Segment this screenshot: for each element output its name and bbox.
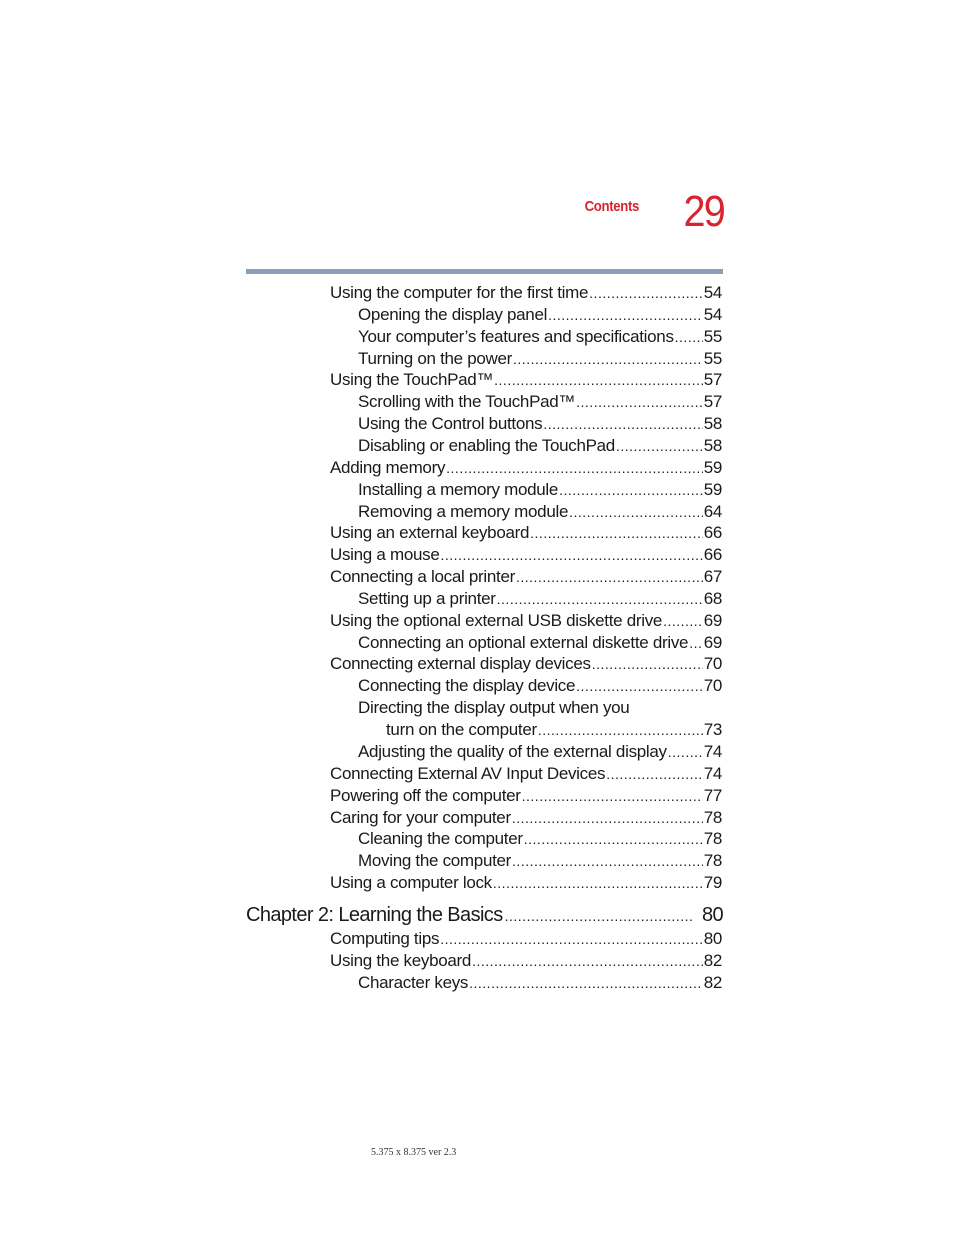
toc-entry[interactable]	[358, 305, 722, 325]
dot-leader	[576, 676, 703, 696]
toc-entry-page: 66	[703, 523, 722, 543]
toc-entry-title: Using the keyboard	[330, 950, 472, 970]
chapter-title: Chapter 2: Learning the Basics	[246, 904, 503, 926]
toc-entry-title: Using a computer lock	[330, 873, 492, 893]
dot-leader	[616, 436, 703, 456]
toc-entry-title: Using an external keyboard	[330, 523, 530, 543]
toc-entry[interactable]	[330, 458, 722, 478]
toc-entry-page: 80	[703, 929, 722, 948]
toc-entry-page: 57	[703, 392, 722, 412]
toc-entry[interactable]	[330, 951, 722, 971]
toc-entry[interactable]	[330, 545, 722, 565]
toc-entry-title: Moving the computer	[358, 851, 512, 871]
toc-entry-title: Installing a memory module	[358, 479, 559, 499]
toc-entry-title: Adding memory	[330, 457, 446, 477]
dot-leader	[441, 545, 703, 565]
dot-leader	[524, 829, 703, 849]
toc-entry[interactable]	[330, 873, 722, 893]
toc-entry-page: 67	[703, 567, 722, 587]
dot-leader	[606, 764, 702, 784]
dot-leader	[569, 502, 703, 522]
dot-leader	[516, 567, 703, 587]
page-number: 29	[683, 187, 724, 236]
toc-entry-title: Connecting external display devices	[330, 654, 591, 674]
toc-entry[interactable]	[358, 829, 722, 849]
dot-leader	[493, 873, 703, 893]
toc-entry-title: Disabling or enabling the TouchPad	[358, 435, 615, 455]
toc-entry[interactable]	[358, 851, 722, 871]
dot-leader	[513, 349, 703, 369]
toc-entry[interactable]	[358, 589, 722, 609]
toc-entry[interactable]	[330, 567, 722, 587]
toc-entry-title: Cleaning the computer	[358, 829, 523, 849]
toc-entry-page: 69	[703, 610, 722, 630]
toc-entry[interactable]	[330, 283, 722, 303]
toc-entry-page: 57	[703, 370, 722, 390]
toc-entry[interactable]	[358, 327, 722, 347]
toc-entry-title: Using a mouse	[330, 545, 440, 565]
toc-entry-title: Scrolling with the TouchPad™	[358, 392, 576, 412]
dot-leader	[494, 370, 703, 390]
toc-entry-page: 68	[703, 588, 722, 608]
toc-entry-page: 82	[703, 950, 722, 970]
dot-leader	[589, 283, 703, 303]
toc-entry-page: 78	[703, 829, 722, 849]
toc-entry-title: Using the TouchPad™	[330, 370, 494, 390]
toc-entry[interactable]	[358, 349, 722, 369]
toc-entry[interactable]	[358, 502, 722, 522]
toc-entry-page: 70	[703, 676, 722, 696]
toc-entry-title: Connecting External AV Input Devices	[330, 763, 606, 783]
toc-entry-title: Caring for your computer	[330, 807, 511, 827]
chapter-page: 80	[701, 904, 723, 926]
toc-entry[interactable]	[386, 720, 722, 740]
dot-leader	[440, 929, 702, 949]
toc-entry-page: 70	[703, 654, 722, 674]
dot-leader	[530, 523, 703, 543]
toc-entry-page: 55	[703, 326, 722, 346]
toc-entry[interactable]	[358, 633, 722, 653]
toc-entry[interactable]	[330, 523, 722, 543]
toc-entry-title: Directing the display output when you	[358, 698, 630, 718]
toc-entry-page: 59	[703, 479, 722, 499]
toc-entry-page: 74	[703, 763, 722, 783]
toc-entry[interactable]	[330, 929, 722, 949]
toc-entry-title: Opening the display panel	[358, 304, 548, 324]
toc-entry-title: Using the computer for the first time	[330, 283, 589, 302]
toc-entry-title: Computing tips	[330, 929, 440, 948]
toc-entry-page: 77	[703, 785, 722, 805]
toc-entry-page: 54	[703, 283, 722, 302]
toc-entry[interactable]	[358, 742, 722, 762]
toc-entry[interactable]	[330, 786, 722, 806]
dot-leader	[675, 327, 703, 347]
toc-entry-title: Adjusting the quality of the external display	[358, 742, 667, 761]
toc-entry[interactable]	[358, 676, 722, 696]
toc-entry-page: 64	[703, 501, 722, 521]
toc-entry-page: 58	[703, 435, 722, 455]
dot-leader	[548, 305, 703, 325]
toc-entry-page: 78	[703, 851, 722, 871]
dot-leader	[559, 480, 703, 500]
toc-entry-title: turn on the computer	[386, 720, 537, 740]
chapter-heading[interactable]	[246, 903, 723, 927]
toc-entry-title: Connecting a local printer	[330, 567, 515, 587]
toc-entry-page: 69	[703, 632, 722, 652]
dot-leader	[538, 720, 703, 740]
toc-entry-page: 59	[703, 457, 722, 477]
toc-entry-title: Removing a memory module	[358, 501, 569, 521]
toc-entry[interactable]	[358, 392, 722, 412]
toc-entry-page: 78	[703, 807, 722, 827]
dot-leader	[689, 633, 702, 653]
toc-entry[interactable]	[330, 370, 722, 390]
dot-leader	[512, 808, 703, 828]
toc-entry[interactable]	[358, 436, 722, 456]
dot-leader	[446, 458, 703, 478]
toc-entry-page: 58	[703, 414, 722, 434]
toc-entry-title: Connecting the display device	[358, 676, 576, 696]
toc-entry-title: Connecting an optional external diskette drive	[358, 632, 689, 652]
toc-entry[interactable]	[330, 764, 722, 784]
footer-version: 5.375 x 8.375 ver 2.3	[371, 1147, 457, 1158]
toc-entry[interactable]	[358, 480, 722, 500]
toc-entry[interactable]	[330, 808, 722, 828]
toc-entry-title: Powering off the computer	[330, 785, 521, 805]
toc-entry[interactable]	[358, 414, 722, 434]
toc-entry[interactable]	[330, 654, 722, 674]
toc-entry-page: 66	[703, 545, 722, 565]
toc-entry-title: Using the optional external USB diskette drive	[330, 610, 663, 630]
dot-leader	[663, 611, 703, 631]
toc-entry[interactable]	[358, 973, 722, 993]
toc-entry-page: 79	[703, 873, 722, 893]
dot-leader	[469, 973, 703, 993]
section-label: Contents	[584, 198, 639, 215]
dot-leader	[512, 851, 703, 871]
dot-leader	[472, 951, 703, 971]
toc-entry-page: 82	[703, 972, 722, 992]
dot-leader	[576, 392, 703, 412]
toc-entry-title: Your computer’s features and specifications	[358, 326, 674, 346]
toc-entry-title: Turning on the power	[358, 348, 513, 368]
toc-entry-title: Character keys	[358, 972, 469, 992]
toc-entry-page: 74	[703, 742, 722, 761]
toc-entry-page: 54	[703, 304, 722, 324]
dot-leader	[497, 589, 703, 609]
toc-entry-page: 73	[703, 720, 722, 740]
toc-entry-title: Setting up a printer	[358, 588, 496, 608]
dot-leader	[543, 414, 702, 434]
dot-leader	[505, 904, 692, 928]
toc-entry-title: Using the Control buttons	[358, 414, 543, 434]
dot-leader	[592, 654, 703, 674]
toc-entry-page: 55	[703, 348, 722, 368]
toc-entry[interactable]	[330, 611, 722, 631]
dot-leader	[668, 742, 703, 762]
dot-leader	[522, 786, 703, 806]
